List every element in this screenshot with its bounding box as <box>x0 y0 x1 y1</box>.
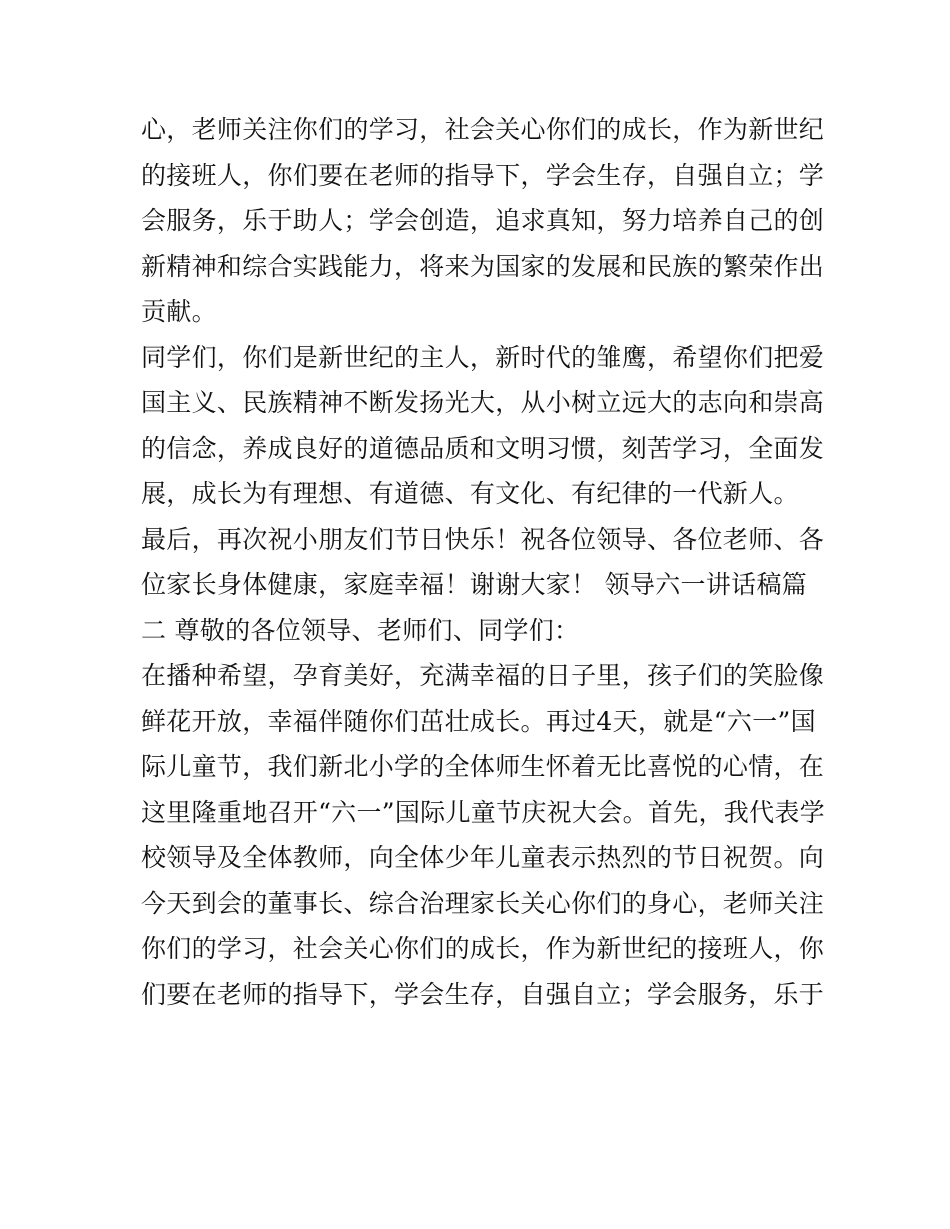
text-line: 同学们，你们是新世纪的主人，新时代的雏鹰，希望你们把爱 <box>141 342 825 372</box>
text-line: 这里隆重地召开“六一”国际儿童节庆祝大会。首先，我代表学 <box>141 797 825 827</box>
text-line: 二 尊敬的各位领导、老师们、同学们： <box>141 615 580 645</box>
text-line: 们要在老师的指导下，学会生存，自强自立；学会服务，乐于 <box>141 979 825 1009</box>
text-line: 展，成长为有理想、有道德、有文化、有纪律的一代新人。 <box>141 479 799 508</box>
text-line: 的接班人，你们要在老师的指导下，学会生存，自强自立；学 <box>141 160 825 190</box>
text-line: 最后，再次祝小朋友们节日快乐！祝各位领导、各位老师、各 <box>141 524 825 554</box>
text-line: 校领导及全体教师，向全体少年儿童表示热烈的节日祝贺。向 <box>141 843 825 872</box>
text-line: 际儿童节，我们新北小学的全体师生怀着无比喜悦的心情，在 <box>141 752 825 781</box>
text-line: 国主义、民族精神不断发扬光大，从小树立远大的志向和崇高 <box>141 388 825 417</box>
text-line: 今天到会的董事长、综合治理家长关心你们的身心，老师关注 <box>141 888 825 918</box>
text-line: 的信念，养成良好的道德品质和文明习惯，刻苦学习，全面发 <box>141 433 825 463</box>
text-line: 鲜花开放，幸福伴随你们茁壮成长。再过4天，就是“六一”国 <box>141 706 816 736</box>
body-text <box>141 107 825 1017</box>
text-line: 位家长身体健康，家庭幸福！谢谢大家！ 领导六一讲话稿篇 <box>141 570 808 599</box>
text-line: 在播种希望，孕育美好，充满幸福的日子里，孩子们的笑脸像 <box>141 661 825 690</box>
text-line: 心，老师关注你们的学习，社会关心你们的成长，作为新世纪 <box>141 115 825 144</box>
text-line: 新精神和综合实践能力，将来为国家的发展和民族的繁荣作出 <box>141 251 825 281</box>
text-line: 会服务，乐于助人；学会创造，追求真知，努力培养自己的创 <box>141 206 825 235</box>
text-line: 贡献。 <box>141 297 217 326</box>
text-line: 你们的学习，社会关心你们的成长，作为新世纪的接班人，你 <box>141 934 825 963</box>
